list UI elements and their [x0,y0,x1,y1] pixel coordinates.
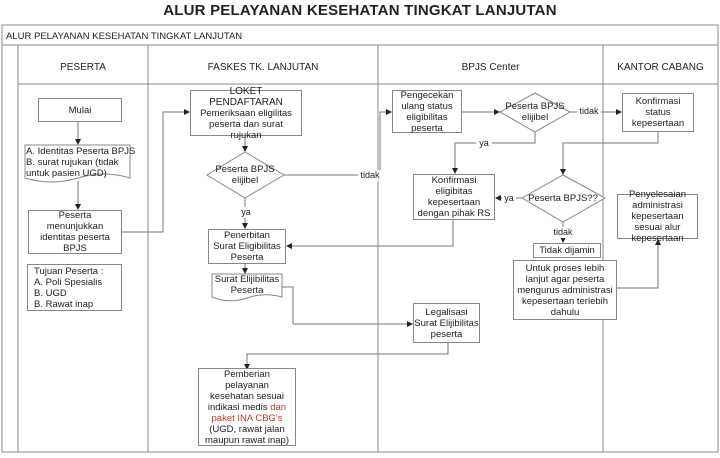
membership-settlement-box: Penyelesaian administrasi kepesertaan sesuai alur kepesertaan [617,194,698,239]
destination-box [27,264,122,311]
no-label: tidak [358,170,382,181]
connector-arrow [282,287,412,324]
yes-label: ya [502,193,516,204]
destination-line: A. Poli Spesialis [34,276,103,288]
destination-line: B. Rawat inap [34,298,94,310]
connector-arrow [455,132,535,173]
lane-header-faskes: FASKES TK. LANJUTAN [207,61,319,73]
service-text: Pemberian pelayanan kesehatan sesuai indikasi medis [207,368,284,413]
confirm-status-box: Konfirmasi status kepesertaan [622,93,694,132]
destination-line: Tujuan Peserta : [34,265,104,277]
yes-label: ya [238,207,254,218]
service-text-highlight: dan paket INA CBG's [211,401,287,424]
no-label: tidak [553,227,573,237]
yes-label: ya [476,138,492,149]
connectors [78,112,658,369]
decision-eligible-bpjs: Peserta BPJS elijibel [505,101,565,123]
frame-title: ALUR PELAYANAN KESEHATAN TINGKAT LANJUTAN [6,30,243,42]
not-covered-box: Tidak dijamin [533,243,601,258]
show-identity-box: Peserta menunjukkan identitas peserta BPJS [28,210,122,254]
doc-line: A. Identitas Peserta BPJS [26,146,136,157]
lane-header-peserta: PESERTA [60,61,106,73]
recheck-box: Pengecekan ulang status eligibilitas peserta [392,90,462,133]
decision-eligible-faskes: Peserta BPJS elijibel [215,164,275,186]
registration-box [190,85,302,141]
eligibility-document: Surat Elijibilitas Peserta [214,274,280,296]
issue-eligibility-box: Penerbitan Surat Eligibilitas Peserta [208,229,286,264]
connector-arrow [563,132,658,174]
registration-title: LOKET PENDAFTARAN [209,85,283,108]
further-process-box: Untuk proses lebih lanjut agar peserta mengurus administrasi kepesertaan terlebih dahulu [513,260,617,320]
connector-arrow [287,220,453,246]
legalization-box: Legalisasi Surat Elijibilitas peserta [413,303,480,343]
connector-arrow [617,240,658,288]
registration-body: Pemeriksaan eligilitas peserta dan surat rujukan [200,107,292,141]
lane-header-bpjs-center: BPJS Center [461,61,520,73]
confirm-eligibility-box: Konfirmasi eligibitas kepesertaan dengan pihak RS [413,174,495,220]
connector-arrow [247,343,448,369]
service-text: (UGD, rawat jalan maupun rawat inap) [205,423,289,446]
page-title: ALUR PELAYANAN KESEHATAN TINGKAT LANJUTAN [163,2,557,19]
connector-arrow [122,112,189,232]
service-text-block [203,369,291,446]
identity-document [26,146,136,179]
lane-header-kantor-cabang: KANTOR CABANG [617,61,704,73]
doc-line: B. surat rujukan (tidak [26,157,119,168]
start-box: Mulai [38,98,122,122]
doc-line: untuk pasien UGD) [26,168,107,179]
no-label: tidak [577,106,601,117]
healthcare-service-box [198,368,296,446]
decision-bpjs-member: Peserta BPJS?? [528,192,598,204]
destination-line: B. UGD [34,287,67,299]
